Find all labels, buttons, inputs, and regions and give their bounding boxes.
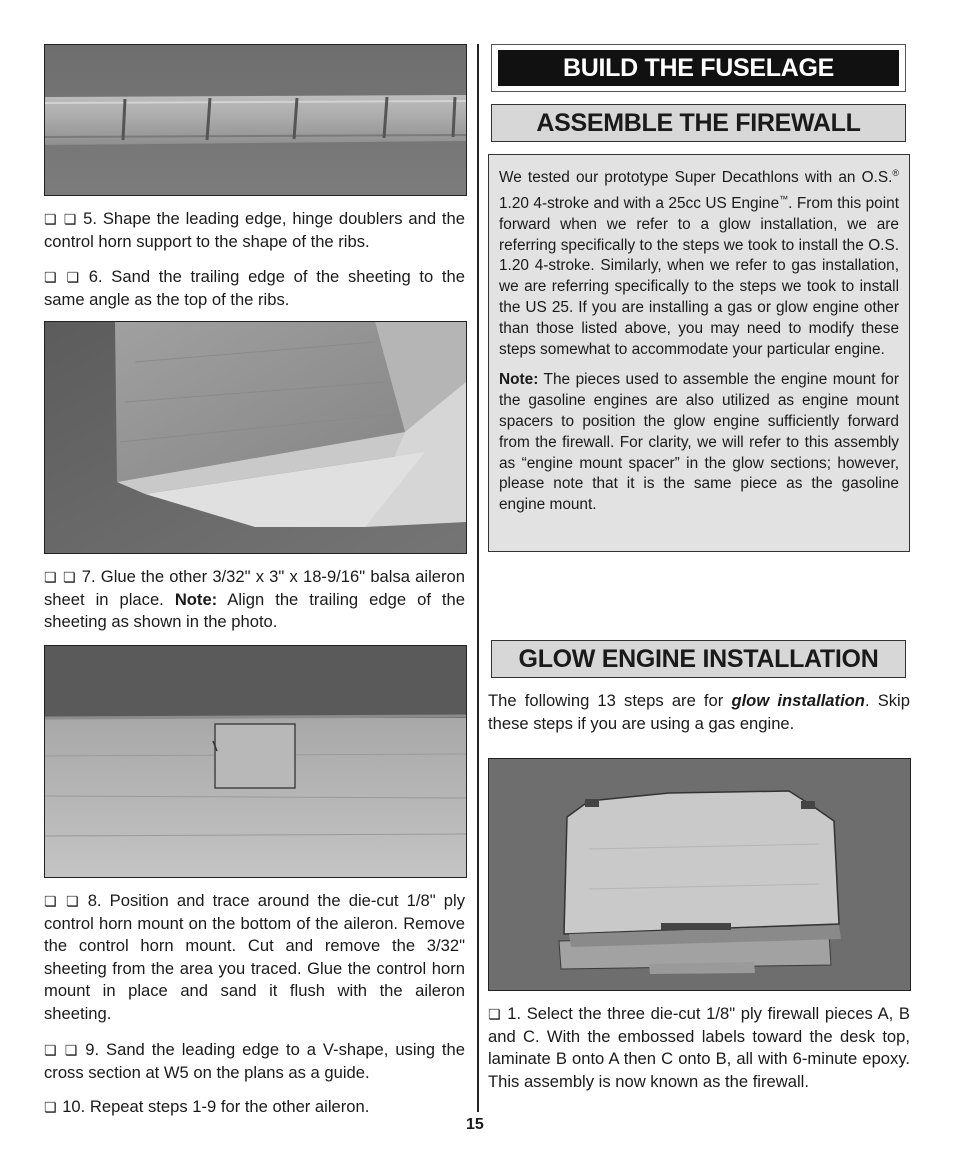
step-9 — [44, 1039, 465, 1084]
photo-control-horn-mount — [44, 645, 467, 878]
step-7 — [44, 566, 465, 634]
section-banner — [491, 44, 906, 92]
step-10 — [44, 1096, 465, 1119]
glow-intro-text-a: The following 13 steps are for — [488, 691, 732, 710]
photo-aileron-ribs — [44, 44, 467, 196]
note-body: The pieces used to assemble the engine mount for the gasoline engines are also utilized as engine mount spacers to position the glow engine sufficiently forward from the firewall. For clarity, we will refer to this assembly as “engine mount spacer” in the glow sections; however, please note that it is the same piece as the gasoline engine mount. — [499, 371, 899, 514]
glow-step-1-text: 1. Select the three die-cut 1/8" ply firewall pieces A, B and C. With the embossed labels toward the desk top, laminate B onto A then C onto B, all with 6-minute epoxy. This assembly is now known as the firewall. — [488, 1004, 910, 1091]
step-10-text: 10. Repeat steps 1-9 for the other aileron. — [62, 1097, 370, 1116]
note-text-c: . From this point forward when we refer to a glow installation, we are referring specifically to the steps we took to install the O.S. 1.20 4-stroke. Similarly, when we refer to gas installation, we are referring specifically to the steps we took to install the US 25. If you are installing a gas or glow engine other than those listed above, you may need to modify these steps somewhat to accommodate your particular engine. — [499, 195, 900, 358]
photo-trailing-edge — [44, 321, 467, 554]
step-7-text-a: 7. Glue the other 3/32" x 3" x 18-9/16" balsa aileron sheet in place. — [44, 567, 465, 609]
subsection-title: ASSEMBLE THE FIREWALL — [491, 104, 906, 142]
step-7-text-b: Align the trailing edge of the sheeting as shown in the photo. — [44, 589, 465, 632]
step-7-note-label: Note: — [174, 589, 218, 609]
trademark-mark: ™ — [779, 193, 789, 204]
checkbox-icon[interactable]: ❏ ❏ — [44, 893, 80, 909]
step-6-text: 6. Sand the trailing edge of the sheeting to the same angle as the top of the ribs. — [44, 267, 465, 309]
glow-section-title: GLOW ENGINE INSTALLATION — [491, 640, 906, 678]
engine-mount-note — [499, 370, 899, 516]
glow-intro-emphasis: glow installation — [731, 691, 865, 710]
step-5-text: 5. Shape the leading edge, hinge doublers and the control horn support to the shape of the ribs. — [44, 209, 465, 251]
note-text-a: We tested our prototype Super Decathlons with an O.S. — [499, 169, 893, 187]
checkbox-icon[interactable]: ❏ ❏ — [44, 569, 77, 585]
checkbox-icon[interactable]: ❏ ❏ — [44, 211, 78, 227]
step-6 — [44, 266, 465, 311]
photo-firewall-pieces-image — [489, 759, 910, 990]
engine-note-paragraph — [499, 163, 899, 360]
column-divider — [477, 44, 479, 1112]
step-5 — [44, 208, 465, 253]
glow-step-1 — [488, 1003, 910, 1093]
photo-trailing-edge-image — [45, 322, 466, 553]
section-title: BUILD THE FUSELAGE — [498, 50, 899, 86]
checkbox-icon[interactable]: ❏ ❏ — [44, 1042, 79, 1058]
photo-control-horn-mount-image — [45, 646, 466, 877]
checkbox-icon[interactable]: ❏ — [488, 1006, 502, 1022]
note-text-b: 1.20 4-stroke and with a 25cc US Engine — [499, 195, 780, 213]
note-label: Note: — [499, 371, 539, 389]
glow-intro-text-b: . Skip these steps if you are using a gas engine. — [488, 691, 910, 733]
glow-intro — [488, 690, 910, 735]
photo-firewall-pieces — [488, 758, 911, 991]
page-number: 15 — [466, 1116, 484, 1133]
step-8-text: 8. Position and trace around the die-cut 1/8" ply control horn mount on the bottom of the aileron. Remove the control horn mount. Cut and remove the 3/32" sheeting from the area you traced. Glue the control horn mount in place and sand it flush with the aileron sheeting. — [44, 891, 465, 1023]
engine-note-box — [488, 154, 910, 552]
checkbox-icon[interactable]: ❏ ❏ — [44, 269, 81, 285]
step-9-text: 9. Sand the leading edge to a V-shape, using the cross section at W5 on the plans as a guide. — [44, 1040, 465, 1082]
photo-aileron-ribs-image — [45, 45, 466, 195]
checkbox-icon[interactable]: ❏ — [44, 1099, 58, 1115]
step-8 — [44, 890, 465, 1026]
registered-mark: ® — [892, 168, 899, 178]
